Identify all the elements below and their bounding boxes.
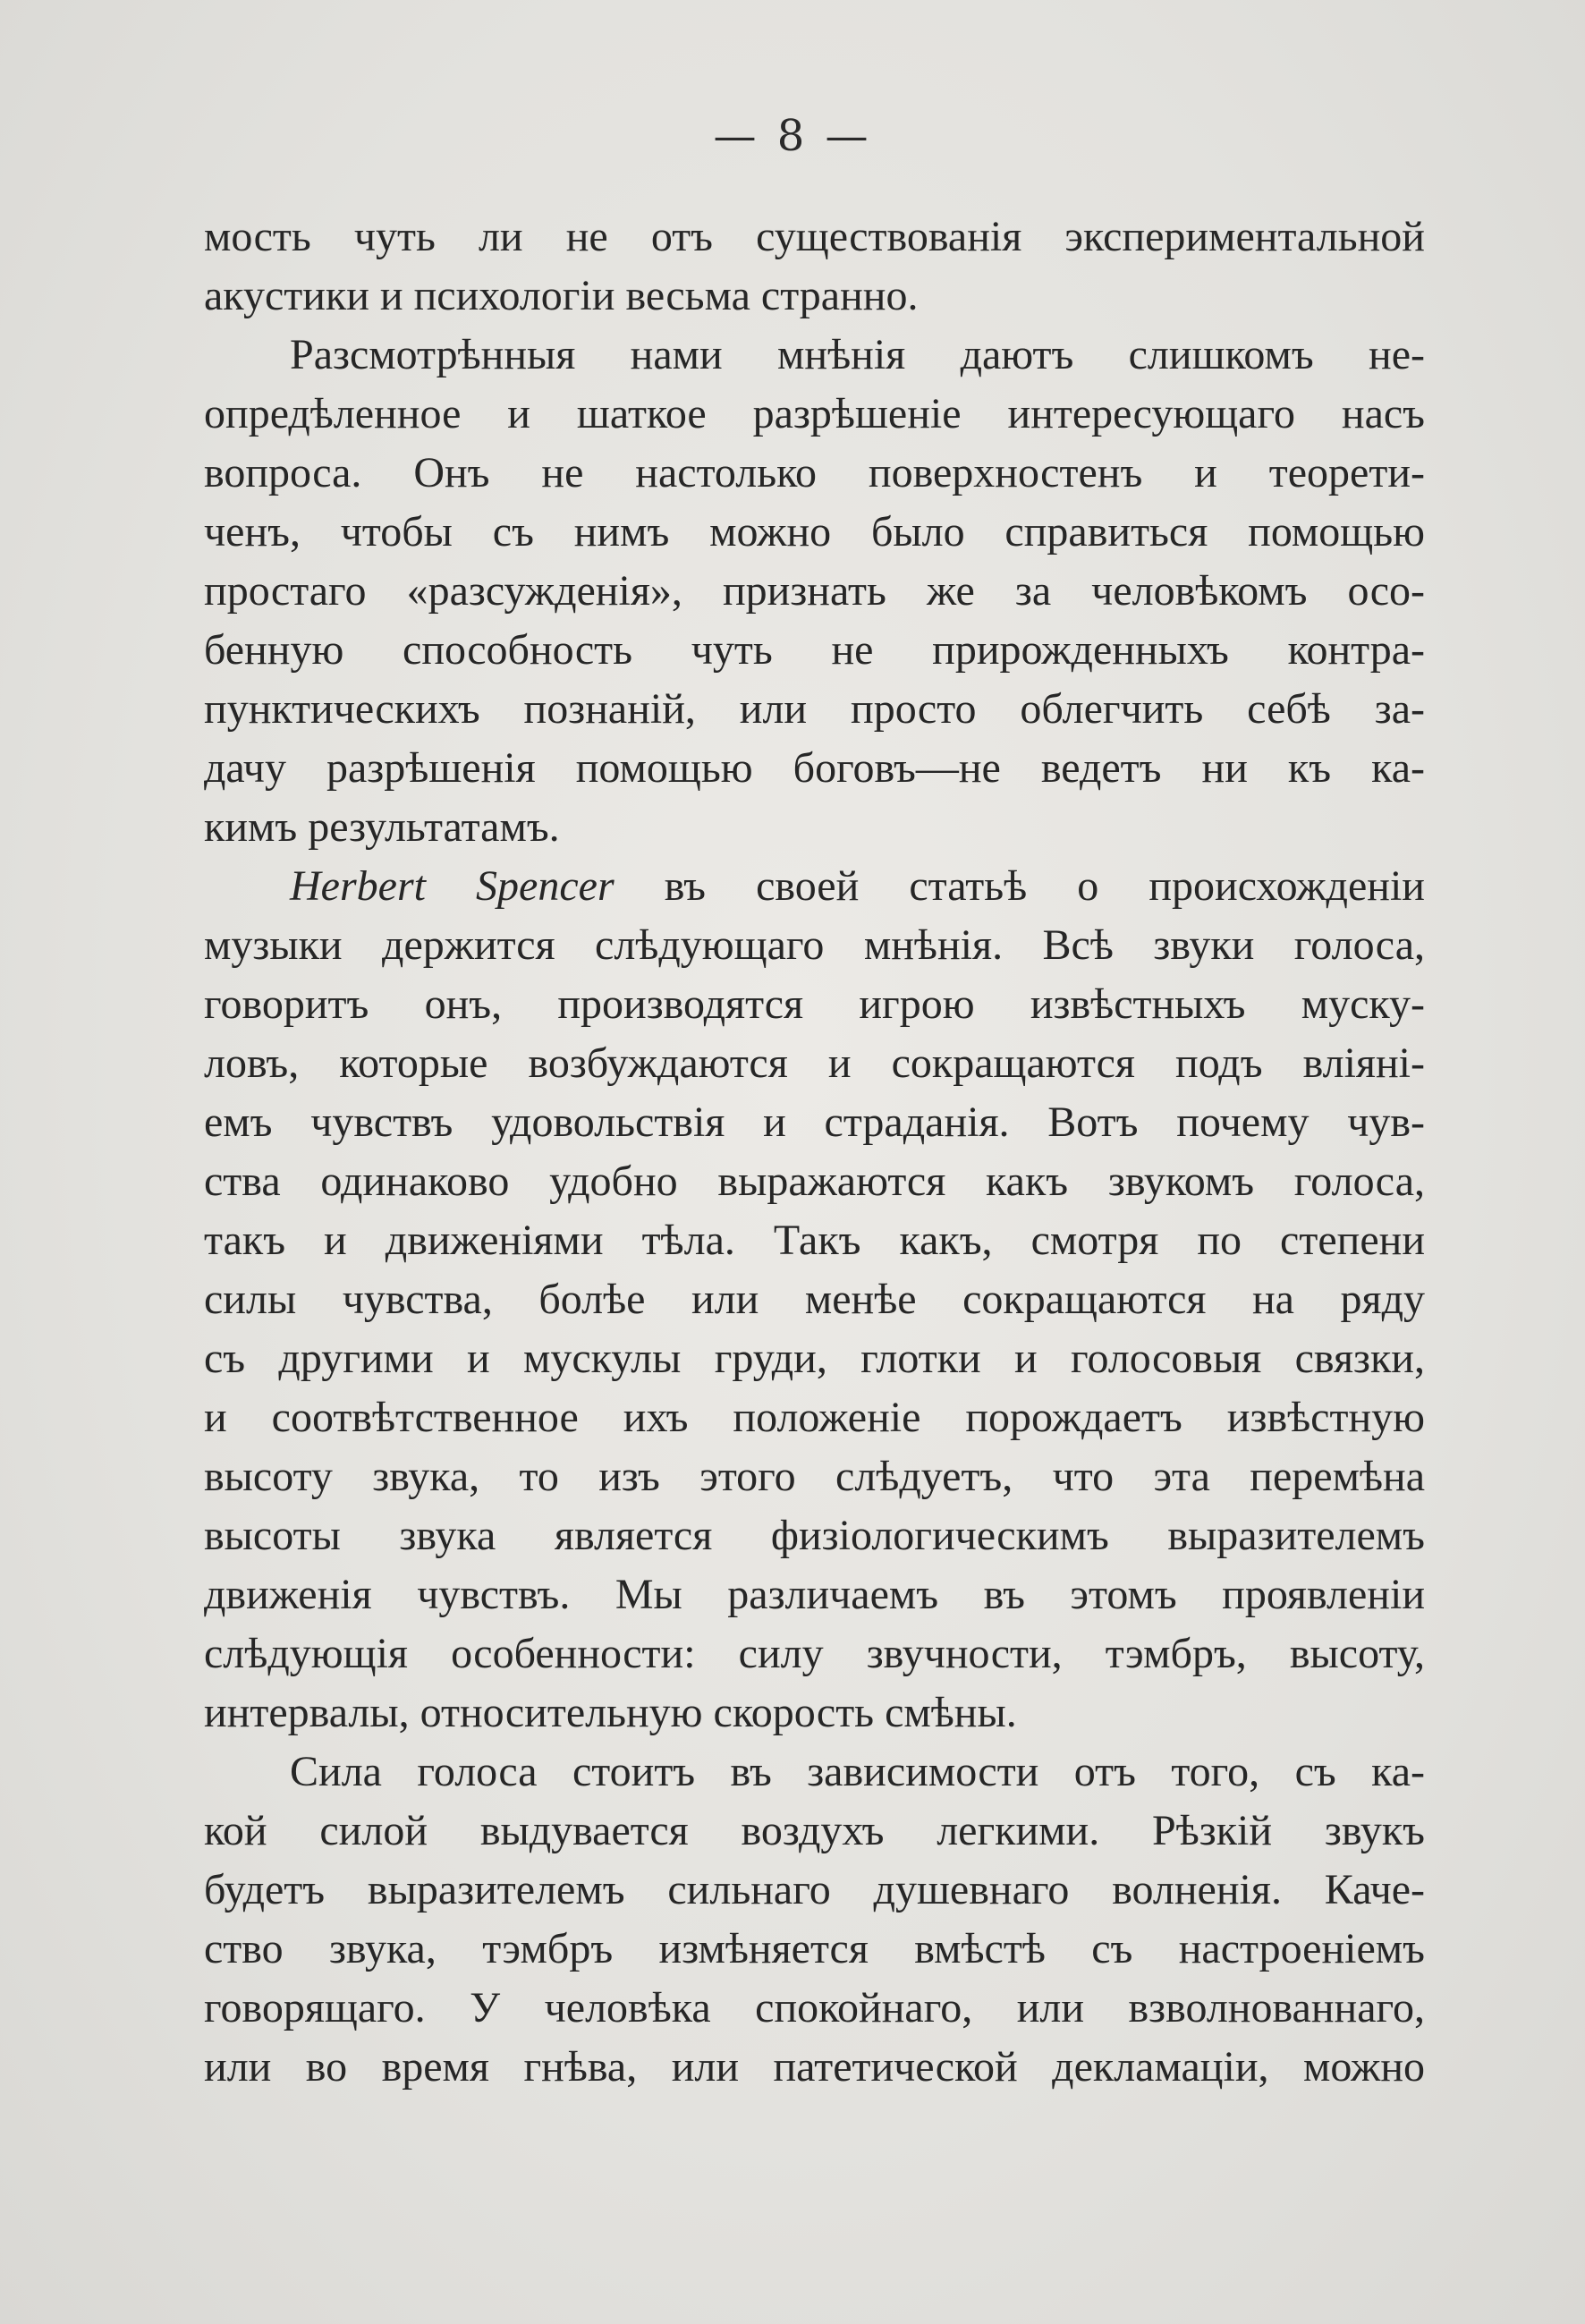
body-text (204, 208, 1425, 2097)
text-line (204, 1624, 1425, 1684)
line-text: и соотвѣтственное ихъ положеніе порождаетъ извѣстную (204, 1394, 1425, 1441)
line-text: говоритъ онъ, производятся игрою извѣстныхъ муску- (204, 980, 1425, 1028)
text-line (204, 857, 1425, 916)
text-line (204, 1447, 1425, 1506)
line-text: мость чуть ли не отъ существованія экспериментальной (204, 213, 1425, 260)
text-line (204, 621, 1425, 680)
line-text: или во время гнѣва, или патетической декламаціи, можно (204, 2043, 1425, 2091)
text-line (204, 1920, 1425, 1979)
text-line (204, 208, 1425, 267)
text-line (204, 1152, 1425, 1211)
text-line (204, 1270, 1425, 1329)
line-text: вопроса. Онъ не настолько поверхностенъ и теорети- (204, 449, 1425, 496)
text-line (204, 1093, 1425, 1152)
line-text: ства одинаково удобно выражаются какъ звукомъ голоса, (204, 1158, 1425, 1205)
text-line (204, 680, 1425, 739)
text-line (204, 562, 1425, 621)
line-text: съ другими и мускулы груди, глотки и голосовыя связки, (204, 1335, 1425, 1382)
line-text: такъ и движеніями тѣла. Такъ какъ, смотря по степени (204, 1217, 1425, 1264)
line-text: говорящаго. У человѣка спокойнаго, или взволнованнаго, (204, 1984, 1425, 2031)
text-line (204, 1506, 1425, 1565)
line-text: акустики и психологіи весьма странно. (204, 272, 919, 319)
page-number: — 8 — (713, 111, 872, 161)
text-line (204, 975, 1425, 1034)
text-line (204, 1979, 1425, 2038)
line-text: Сила голоса стоитъ въ зависимости отъ того, съ ка- (290, 1748, 1425, 1795)
line-text: силы чувства, болѣе или менѣе сокращаются на ряду (204, 1276, 1425, 1323)
text-line (204, 326, 1425, 385)
line-text: ство звука, тэмбръ измѣняется вмѣстѣ съ настроеніемъ (204, 1925, 1425, 1972)
text-line (204, 739, 1425, 798)
line-text: ловъ, которые возбуждаются и сокращаются подъ вліяні- (204, 1039, 1425, 1087)
line-text: въ своей статьѣ о происхожденіи (614, 862, 1425, 910)
text-line (204, 1388, 1425, 1447)
line-text: интервалы, относительную скорость смѣны. (204, 1689, 1017, 1736)
text-line (204, 1861, 1425, 1920)
line-text: ченъ, чтобы съ нимъ можно было справиться помощью (204, 508, 1425, 556)
text-line (204, 503, 1425, 562)
text-line (204, 1034, 1425, 1093)
line-text: будетъ выразителемъ сильнаго душевнаго волненія. Каче- (204, 1866, 1425, 1913)
line-text: высоты звука является физіологическимъ выразителемъ (204, 1512, 1425, 1559)
line-text: простаго «разсужденія», признать же за человѣкомъ осо- (204, 567, 1425, 615)
line-text: движенія чувствъ. Мы различаемъ въ этомъ проявленіи (204, 1571, 1425, 1618)
text-line (204, 2038, 1425, 2097)
line-text: высоту звука, то изъ этого слѣдуетъ, что эта перемѣна (204, 1453, 1425, 1500)
line-text: музыки держится слѣдующаго мнѣнія. Всѣ звуки голоса, (204, 921, 1425, 969)
line-text: бенную способность чуть не прирожденныхъ контра- (204, 626, 1425, 674)
line-text: пунктическихъ познаній, или просто облегчить себѣ за- (204, 685, 1425, 733)
line-text: опредѣленное и шаткое разрѣшеніе интересующаго насъ (204, 390, 1425, 437)
line-text: Разсмотрѣнныя нами мнѣнія даютъ слишкомъ не- (290, 331, 1425, 378)
text-line (204, 1684, 1425, 1743)
text-line (204, 267, 1425, 326)
text-line (204, 1802, 1425, 1861)
text-line (204, 798, 1425, 857)
line-text: кой силой выдувается воздухъ легкими. Рѣзкій звукъ (204, 1807, 1425, 1854)
line-text: дачу разрѣшенія помощью боговъ—не ведетъ ни къ ка- (204, 744, 1425, 792)
text-line (204, 916, 1425, 975)
text-line (204, 385, 1425, 444)
text-line (204, 1565, 1425, 1624)
text-line (204, 1211, 1425, 1270)
line-text: емъ чувствъ удовольствія и страданія. Вотъ почему чув- (204, 1098, 1425, 1146)
text-line (204, 1743, 1425, 1802)
text-line (204, 444, 1425, 503)
line-text: слѣдующія особенности: силу звучности, тэмбръ, высоту, (204, 1630, 1425, 1677)
line-text: кимъ результатамъ. (204, 803, 560, 851)
text-line (204, 1329, 1425, 1388)
italic-name: Herbert Spencer (290, 862, 615, 910)
